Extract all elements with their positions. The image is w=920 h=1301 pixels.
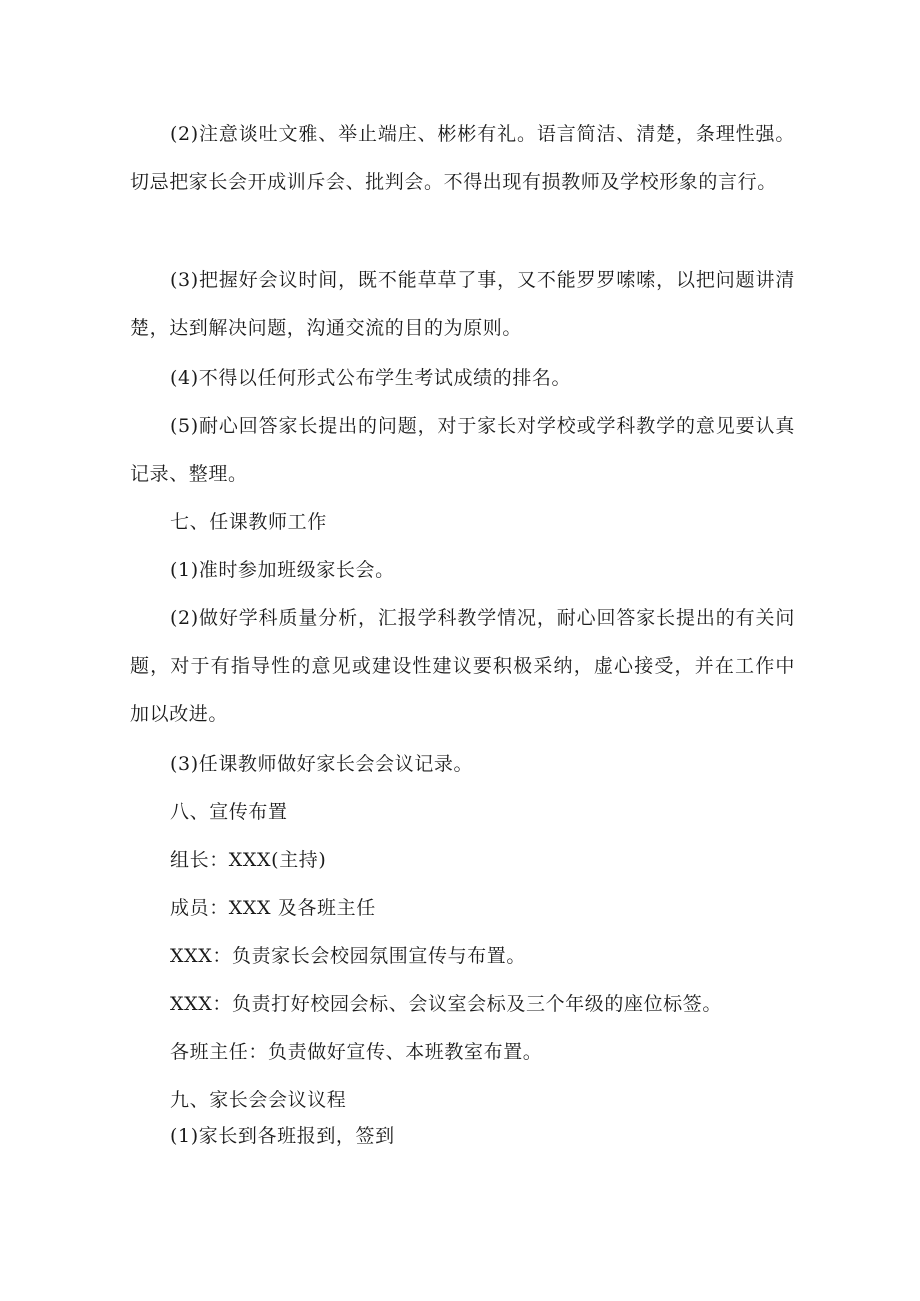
paragraph-meeting-record: (3)任课教师做好家长会会议记录。 xyxy=(170,753,474,775)
section-heading-agenda: 九、家长会会议议程 xyxy=(170,1089,347,1111)
paragraph-members: 成员：XXX 及各班主任 xyxy=(170,897,376,919)
section-heading-teacher-work: 七、任课教师工作 xyxy=(170,511,327,533)
paragraph-group-leader: 组长：XXX(主持) xyxy=(170,849,327,871)
paragraph-quality-analysis: (2)做好学科质量分析，汇报学科教学情况，耐心回答家长提出的有关问题，对于有指导性的意见或建设性建议要积极采纳，虚心接受，并在工作中加以改进。 xyxy=(130,607,795,725)
paragraph-attend-meeting: (1)准时参加班级家长会。 xyxy=(170,559,395,581)
paragraph-meeting-time-rule: (3)把握好会议时间，既不能草草了事，又不能罗罗嗦嗦，以把问题讲清楚，达到解决问题，沟通交流的目的为原则。 xyxy=(130,269,795,339)
section-heading-publicity: 八、宣传布置 xyxy=(170,801,288,823)
paragraph-class-teachers: 各班主任：负责做好宣传、本班教室布置。 xyxy=(170,1041,543,1063)
paragraph-campus-decoration: XXX：负责家长会校园氛围宣传与布置。 xyxy=(170,945,526,967)
paragraph-signage: XXX：负责打好校园会标、会议室会标及三个年级的座位标签。 xyxy=(170,993,722,1015)
paragraph-answer-questions-rule: (5)耐心回答家长提出的问题，对于家长对学校或学科教学的意见要认真记录、整理。 xyxy=(130,415,795,485)
paragraph-ranking-rule: (4)不得以任何形式公布学生考试成绩的排名。 xyxy=(170,367,572,389)
paragraph-conduct-rule: (2)注意谈吐文雅、举止端庄、彬彬有礼。语言简洁、清楚，条理性强。切忌把家长会开成训斥会、批判会。不得出现有损教师及学校形象的言行。 xyxy=(130,123,795,193)
paragraph-agenda-item-1: (1)家长到各班报到，签到 xyxy=(170,1125,395,1147)
